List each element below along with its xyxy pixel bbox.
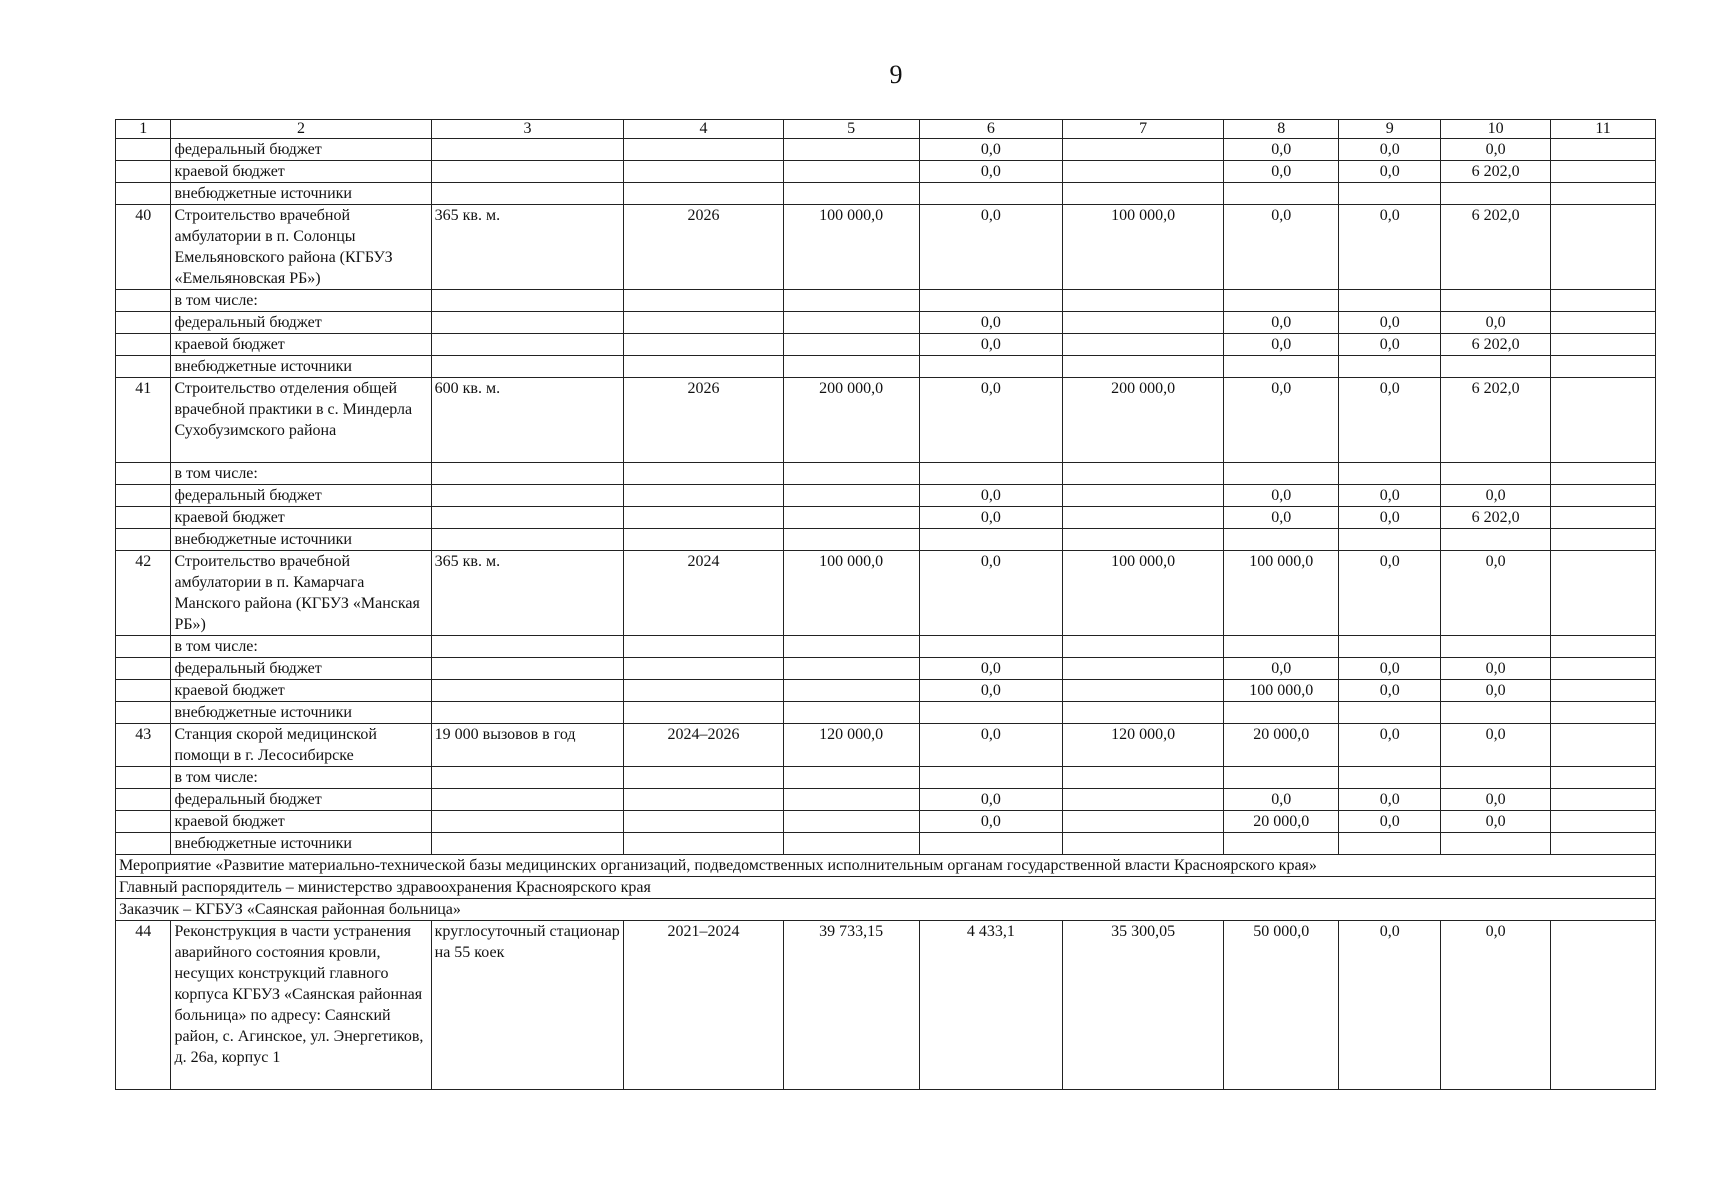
cell-value: 0,0 bbox=[919, 724, 1062, 767]
column-number: 4 bbox=[624, 120, 783, 139]
source-name: в том числе: bbox=[171, 636, 431, 658]
cell-value: 50 000,0 bbox=[1224, 921, 1339, 1090]
cell-value: 0,0 bbox=[919, 139, 1062, 161]
cell-value: 6 202,0 bbox=[1441, 161, 1551, 183]
cell-value: 0,0 bbox=[1339, 680, 1441, 702]
column-number: 9 bbox=[1339, 120, 1441, 139]
cell-value: 0,0 bbox=[919, 551, 1062, 636]
table-row bbox=[116, 334, 1656, 356]
item-number: 40 bbox=[116, 205, 171, 290]
measure-title: Мероприятие «Развитие материально-технической базы медицинских организаций, подведомственных исполнительным органам государственной власти Красноярского края» bbox=[116, 855, 1656, 877]
column-number: 2 bbox=[171, 120, 431, 139]
cell-value: 0,0 bbox=[919, 161, 1062, 183]
table-row bbox=[116, 139, 1656, 161]
column-number: 3 bbox=[431, 120, 624, 139]
table-row bbox=[116, 702, 1656, 724]
cell-value: 0,0 bbox=[919, 205, 1062, 290]
cell-value: 0,0 bbox=[1339, 139, 1441, 161]
cell-value: 100 000,0 bbox=[1224, 551, 1339, 636]
cell-value: 200 000,0 bbox=[783, 378, 919, 463]
cell-value: 0,0 bbox=[1339, 921, 1441, 1090]
column-number: 5 bbox=[783, 120, 919, 139]
item-period: 2024 bbox=[624, 551, 783, 636]
cell-value: 0,0 bbox=[1339, 724, 1441, 767]
cell-value: 6 202,0 bbox=[1441, 205, 1551, 290]
item-period: 2026 bbox=[624, 205, 783, 290]
item-name: Строительство врачебной амбулатории в п. Камарчага Манского района (КГБУЗ «Манская РБ») bbox=[171, 551, 431, 636]
source-name: краевой бюджет bbox=[171, 161, 431, 183]
table-row bbox=[116, 921, 1656, 1090]
table-row bbox=[116, 356, 1656, 378]
cell-value: 6 202,0 bbox=[1441, 507, 1551, 529]
table-row bbox=[116, 680, 1656, 702]
item-capacity: 19 000 вызовов в год bbox=[431, 724, 624, 767]
cell-value: 0,0 bbox=[1339, 205, 1441, 290]
source-name: федеральный бюджет bbox=[171, 312, 431, 334]
cell-value: 120 000,0 bbox=[1062, 724, 1223, 767]
cell-value: 100 000,0 bbox=[783, 551, 919, 636]
table-row bbox=[116, 899, 1656, 921]
cell-value: 0,0 bbox=[919, 680, 1062, 702]
source-name: внебюджетные источники bbox=[171, 529, 431, 551]
source-name: краевой бюджет bbox=[171, 680, 431, 702]
cell-value: 0,0 bbox=[919, 378, 1062, 463]
source-name: в том числе: bbox=[171, 463, 431, 485]
cell-value: 0,0 bbox=[1224, 205, 1339, 290]
cell-value: 100 000,0 bbox=[1062, 551, 1223, 636]
cell-value: 4 433,1 bbox=[919, 921, 1062, 1090]
table-row bbox=[116, 463, 1656, 485]
table-row bbox=[116, 378, 1656, 463]
cell-value: 0,0 bbox=[1224, 312, 1339, 334]
cell-value: 0,0 bbox=[1441, 811, 1551, 833]
column-number: 6 bbox=[919, 120, 1062, 139]
cell-value: 0,0 bbox=[1224, 378, 1339, 463]
table-row bbox=[116, 507, 1656, 529]
cell-value: 0,0 bbox=[919, 312, 1062, 334]
cell-value: 100 000,0 bbox=[1224, 680, 1339, 702]
table-row bbox=[116, 551, 1656, 636]
item-name: Строительство врачебной амбулатории в п. Солонцы Емельяновского района (КГБУЗ «Емельяновская РБ») bbox=[171, 205, 431, 290]
cell-value: 0,0 bbox=[1441, 724, 1551, 767]
budget-table bbox=[115, 119, 1656, 1090]
cell-value: 0,0 bbox=[1224, 334, 1339, 356]
item-number: 43 bbox=[116, 724, 171, 767]
cell-value: 0,0 bbox=[1224, 139, 1339, 161]
table-row bbox=[116, 877, 1656, 899]
cell-value: 0,0 bbox=[1441, 312, 1551, 334]
source-name: краевой бюджет bbox=[171, 811, 431, 833]
item-name: Строительство отделения общей врачебной практики в с. Миндерла Сухобузимского района bbox=[171, 378, 431, 463]
source-name: краевой бюджет bbox=[171, 507, 431, 529]
table-row bbox=[116, 789, 1656, 811]
item-period: 2021–2024 bbox=[624, 921, 783, 1090]
source-name: в том числе: bbox=[171, 290, 431, 312]
cell-value: 39 733,15 bbox=[783, 921, 919, 1090]
source-name: краевой бюджет bbox=[171, 334, 431, 356]
cell-value: 0,0 bbox=[1339, 507, 1441, 529]
cell-value: 0,0 bbox=[1339, 811, 1441, 833]
cell-value: 0,0 bbox=[1224, 789, 1339, 811]
cell-value: 200 000,0 bbox=[1062, 378, 1223, 463]
source-name: внебюджетные источники bbox=[171, 702, 431, 724]
source-name: внебюджетные источники bbox=[171, 356, 431, 378]
table-row bbox=[116, 767, 1656, 789]
item-number: 41 bbox=[116, 378, 171, 463]
cell-value: 0,0 bbox=[1441, 485, 1551, 507]
item-period: 2026 bbox=[624, 378, 783, 463]
cell-value: 20 000,0 bbox=[1224, 811, 1339, 833]
column-number: 8 bbox=[1224, 120, 1339, 139]
source-name: федеральный бюджет bbox=[171, 139, 431, 161]
table-row bbox=[116, 833, 1656, 855]
cell-value: 0,0 bbox=[919, 789, 1062, 811]
item-number: 44 bbox=[116, 921, 171, 1090]
cell-value: 0,0 bbox=[1441, 139, 1551, 161]
item-period: 2024–2026 bbox=[624, 724, 783, 767]
table-row bbox=[116, 161, 1656, 183]
cell-value: 0,0 bbox=[1339, 789, 1441, 811]
cell-value: 100 000,0 bbox=[1062, 205, 1223, 290]
column-number: 7 bbox=[1062, 120, 1223, 139]
column-number: 10 bbox=[1441, 120, 1551, 139]
customer: Заказчик – КГБУЗ «Саянская районная больница» bbox=[116, 899, 1656, 921]
cell-value: 0,0 bbox=[1224, 161, 1339, 183]
cell-value: 35 300,05 bbox=[1062, 921, 1223, 1090]
source-name: федеральный бюджет bbox=[171, 658, 431, 680]
table-row bbox=[116, 636, 1656, 658]
page-number: 9 bbox=[889, 60, 903, 89]
cell-value: 0,0 bbox=[1441, 921, 1551, 1090]
cell-value: 0,0 bbox=[919, 334, 1062, 356]
cell-value: 20 000,0 bbox=[1224, 724, 1339, 767]
table-row bbox=[116, 290, 1656, 312]
cell-value: 0,0 bbox=[1339, 161, 1441, 183]
cell-value: 6 202,0 bbox=[1441, 378, 1551, 463]
chief-manager: Главный распорядитель – министерство здравоохранения Красноярского края bbox=[116, 877, 1656, 899]
item-number: 42 bbox=[116, 551, 171, 636]
cell-value: 0,0 bbox=[1441, 658, 1551, 680]
cell-value: 0,0 bbox=[919, 658, 1062, 680]
item-name: Станция скорой медицинской помощи в г. Лесосибирске bbox=[171, 724, 431, 767]
cell-value: 0,0 bbox=[1339, 378, 1441, 463]
source-name: федеральный бюджет bbox=[171, 485, 431, 507]
cell-value: 0,0 bbox=[919, 507, 1062, 529]
cell-value: 0,0 bbox=[1441, 789, 1551, 811]
cell-value: 120 000,0 bbox=[783, 724, 919, 767]
source-name: внебюджетные источники bbox=[171, 833, 431, 855]
cell-value: 0,0 bbox=[1339, 658, 1441, 680]
table-row bbox=[116, 485, 1656, 507]
table-row bbox=[116, 811, 1656, 833]
table-row bbox=[116, 529, 1656, 551]
cell-value: 0,0 bbox=[1224, 658, 1339, 680]
cell-value: 0,0 bbox=[1339, 312, 1441, 334]
cell-value: 0,0 bbox=[1441, 551, 1551, 636]
cell-value: 0,0 bbox=[1339, 334, 1441, 356]
item-capacity: круглосуточный стационар на 55 коек bbox=[431, 921, 624, 1090]
table-row bbox=[116, 312, 1656, 334]
item-capacity: 365 кв. м. bbox=[431, 205, 624, 290]
column-number: 11 bbox=[1551, 120, 1656, 139]
item-capacity: 600 кв. м. bbox=[431, 378, 624, 463]
item-capacity: 365 кв. м. bbox=[431, 551, 624, 636]
cell-value: 0,0 bbox=[1339, 485, 1441, 507]
cell-value: 0,0 bbox=[1224, 507, 1339, 529]
column-number: 1 bbox=[116, 120, 171, 139]
table-row bbox=[116, 724, 1656, 767]
source-name: в том числе: bbox=[171, 767, 431, 789]
cell-value: 0,0 bbox=[1224, 485, 1339, 507]
table-row bbox=[116, 183, 1656, 205]
table-row bbox=[116, 855, 1656, 877]
cell-value: 0,0 bbox=[1441, 680, 1551, 702]
cell-value: 0,0 bbox=[919, 811, 1062, 833]
item-name: Реконструкция в части устранения аварийного состояния кровли, несущих конструкций главного корпуса КГБУЗ «Саянская районная больница» по адресу: Саянский район, с. Агинское, ул. Энергетиков, д. 26а, корпус 1 bbox=[171, 921, 431, 1090]
table-row bbox=[116, 658, 1656, 680]
cell-value: 6 202,0 bbox=[1441, 334, 1551, 356]
cell-value: 100 000,0 bbox=[783, 205, 919, 290]
table-row bbox=[116, 205, 1656, 290]
source-name: внебюджетные источники bbox=[171, 183, 431, 205]
cell-value: 0,0 bbox=[1339, 551, 1441, 636]
source-name: федеральный бюджет bbox=[171, 789, 431, 811]
cell-value: 0,0 bbox=[919, 485, 1062, 507]
column-number-row bbox=[116, 120, 1656, 139]
